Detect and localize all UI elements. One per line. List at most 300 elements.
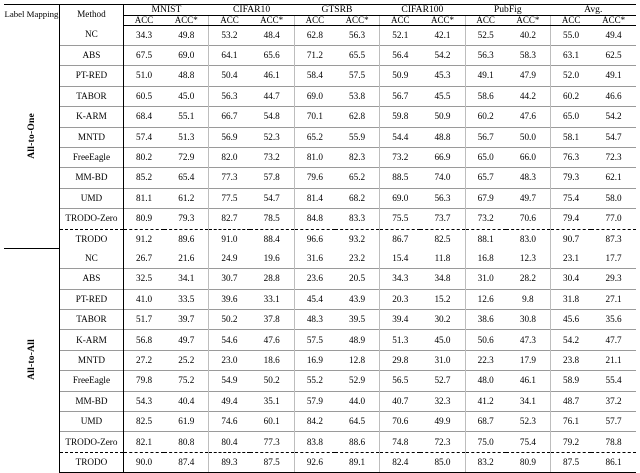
cell-value: 62.8: [306, 29, 323, 40]
cell-value: 25.2: [164, 350, 209, 370]
cell-value: 20.5: [335, 269, 380, 289]
cell-value: 44.2: [506, 86, 551, 106]
cell-value: 78.8: [591, 432, 636, 452]
cell-value: 72.9: [164, 147, 209, 167]
cell-value: 49.7: [506, 188, 551, 208]
cell-value: 82.1: [123, 432, 164, 452]
cell-value: 65.2: [335, 168, 380, 188]
cell-value: 79.8: [123, 371, 164, 391]
cell-value: 34.8: [420, 269, 465, 289]
row-method: TRODO: [59, 452, 123, 472]
cell-value: 69.0: [380, 188, 421, 208]
cell-value: 89.6: [164, 229, 209, 249]
cell-value: 11.8: [420, 249, 465, 269]
cell-value: 16.9: [294, 350, 335, 370]
cell-value: 28.2: [506, 269, 551, 289]
cell-value: 92.6: [294, 452, 335, 472]
cell-value: 57.9: [294, 391, 335, 411]
cell-value: 54.6: [209, 330, 250, 350]
cell-value: 50.4: [209, 66, 250, 86]
cell-value: 79.2: [551, 432, 592, 452]
header-dataset-cifar100: CIFAR100: [380, 5, 465, 16]
header-method: [59, 5, 123, 26]
cell-value: 62.1: [591, 168, 636, 188]
row-method: FreeEagle: [59, 371, 123, 391]
cell-value: 30.7: [209, 269, 250, 289]
cell-value: 59.8: [380, 107, 421, 127]
cell-value: 73.2: [465, 209, 506, 229]
cell-value: 52.3: [250, 127, 295, 147]
table-row: [4, 412, 636, 432]
table-row: [4, 127, 636, 147]
cell-value: 62.8: [335, 107, 380, 127]
cell-value: 48.8: [164, 66, 209, 86]
cell-value: 58.1: [551, 127, 592, 147]
cell-value: 49.8: [164, 25, 209, 45]
cell-value: 65.7: [465, 168, 506, 188]
cell-value: 88.1: [465, 229, 506, 249]
cell-value: 86.1: [591, 452, 636, 472]
row-method: NC: [59, 25, 123, 45]
cell-value: 65.0: [551, 107, 592, 127]
cell-value: 91.2: [123, 229, 164, 249]
cell-value: 57.8: [250, 168, 295, 188]
cell-value: 87.5: [551, 452, 592, 472]
cell-value: 87.3: [591, 229, 636, 249]
cell-value: 83.8: [294, 432, 335, 452]
cell-value: 45.4: [294, 289, 335, 309]
cell-value: 41.2: [465, 391, 506, 411]
row-method: TRODO-Zero: [59, 432, 123, 452]
cell-value: 23.1: [563, 252, 580, 263]
cell-value: 49.1: [591, 66, 636, 86]
cell-value: 64.1: [209, 45, 250, 65]
row-method: ABS: [59, 45, 123, 65]
table-row: [4, 107, 636, 127]
cell-value: 58.3: [506, 45, 551, 65]
cell-value: 55.2: [294, 371, 335, 391]
cell-value: 44.0: [335, 391, 380, 411]
cell-value: 65.2: [294, 127, 335, 147]
cell-value: 75.5: [380, 209, 421, 229]
cell-value: 48.7: [551, 391, 592, 411]
cell-value: 45.3: [420, 66, 465, 86]
header-metric-accstar-cifar10: ACC*: [250, 15, 295, 25]
header-method-text: Method: [77, 9, 106, 20]
table-row: [4, 452, 636, 472]
cell-value: 77.5: [209, 188, 250, 208]
cell-value: 82.4: [380, 452, 421, 472]
cell-value: 58.6: [465, 86, 506, 106]
cell-value: 19.6: [250, 249, 295, 269]
cell-value: 45.6: [551, 310, 592, 330]
cell-value: 54.7: [591, 127, 636, 147]
cell-value: 30.8: [506, 310, 551, 330]
cell-value: 47.6: [506, 107, 551, 127]
row-method: MNTD: [59, 127, 123, 147]
cell-value: 55.0: [563, 29, 580, 40]
cell-value: 29.3: [591, 269, 636, 289]
cell-value: 56.3: [420, 188, 465, 208]
header-dataset-pubfig: PubFig: [465, 5, 550, 16]
cell-value: 39.4: [380, 310, 421, 330]
cell-value: 80.9: [506, 452, 551, 472]
cell-value: 37.2: [591, 391, 636, 411]
row-method: MM-BD: [59, 168, 123, 188]
header-metric-acc-mnist: ACC: [123, 15, 164, 25]
cell-value: 22.3: [465, 350, 506, 370]
cell-value: 60.2: [551, 86, 592, 106]
cell-value: 68.4: [123, 107, 164, 127]
cell-value: 54.7: [250, 188, 295, 208]
table-row: [4, 168, 636, 188]
cell-value: 74.8: [380, 432, 421, 452]
cell-value: 27.2: [123, 350, 164, 370]
cell-value: 17.7: [605, 252, 622, 263]
row-method: K-ARM: [59, 107, 123, 127]
cell-value: 56.7: [380, 86, 421, 106]
row-method: PT-RED: [59, 289, 123, 309]
cell-value: 33.5: [164, 289, 209, 309]
table-row: [4, 391, 636, 411]
cell-value: 53.2: [221, 29, 238, 40]
cell-value: 53.8: [335, 86, 380, 106]
header-metric-acc-avg: ACC: [551, 15, 592, 25]
cell-value: 48.4: [250, 25, 295, 45]
group-label-text: All-to-One: [25, 112, 37, 159]
cell-value: 90.0: [123, 452, 164, 472]
cell-value: 34.1: [506, 391, 551, 411]
cell-value: 70.6: [506, 209, 551, 229]
cell-value: 48.8: [420, 127, 465, 147]
cell-value: 30.4: [551, 269, 592, 289]
cell-value: 48.3: [294, 310, 335, 330]
cell-value: 87.4: [164, 452, 209, 472]
cell-value: 74.6: [209, 412, 250, 432]
row-method: TRODO: [59, 229, 123, 249]
cell-value: 48.9: [335, 330, 380, 350]
cell-value: 39.6: [209, 289, 250, 309]
cell-value: 40.7: [380, 391, 421, 411]
cell-value: 54.8: [250, 107, 295, 127]
table-row: [4, 350, 636, 370]
cell-value: 67.9: [465, 188, 506, 208]
header-metric-acc-gtsrb: ACC: [294, 15, 335, 25]
cell-value: 50.9: [380, 66, 421, 86]
cell-value: 78.5: [250, 209, 295, 229]
cell-value: 23.2: [335, 249, 380, 269]
cell-value: 47.6: [250, 330, 295, 350]
cell-value: 81.0: [294, 147, 335, 167]
table-row: [4, 209, 636, 229]
group-label-all-to-one: [4, 25, 59, 249]
cell-value: 47.7: [591, 330, 636, 350]
cell-value: 43.9: [335, 289, 380, 309]
cell-value: 37.8: [250, 310, 295, 330]
cell-value: 83.0: [506, 229, 551, 249]
corner-header-text: Label Mapping: [4, 9, 59, 20]
cell-value: 50.6: [465, 330, 506, 350]
cell-value: 82.5: [123, 412, 164, 432]
cell-value: 49.7: [164, 330, 209, 350]
cell-value: 58.0: [591, 188, 636, 208]
cell-value: 55.1: [164, 107, 209, 127]
header-dataset-cifar10: CIFAR10: [209, 5, 294, 16]
row-method: MM-BD: [59, 391, 123, 411]
cell-value: 74.0: [420, 168, 465, 188]
cell-value: 65.0: [465, 147, 506, 167]
cell-value: 56.8: [123, 330, 164, 350]
cell-value: 77.3: [250, 432, 295, 452]
cell-value: 66.9: [420, 147, 465, 167]
cell-value: 88.5: [380, 168, 421, 188]
cell-value: 52.9: [335, 371, 380, 391]
cell-value: 38.6: [465, 310, 506, 330]
cell-value: 61.9: [164, 412, 209, 432]
cell-value: 93.2: [335, 229, 380, 249]
header-metric-accstar-pubfig: ACC*: [506, 15, 551, 25]
cell-value: 79.4: [551, 209, 592, 229]
cell-value: 56.3: [335, 25, 380, 45]
cell-value: 23.8: [551, 350, 592, 370]
cell-value: 75.4: [506, 432, 551, 452]
cell-value: 21.6: [164, 249, 209, 269]
cell-value: 63.1: [551, 45, 592, 65]
cell-value: 89.1: [335, 452, 380, 472]
cell-value: 48.3: [506, 168, 551, 188]
table-row: [4, 229, 636, 249]
cell-value: 18.6: [250, 350, 295, 370]
cell-value: 54.3: [123, 391, 164, 411]
table-row: [4, 25, 636, 45]
cell-value: 52.5: [477, 29, 494, 40]
table-row: [4, 66, 636, 86]
cell-value: 64.5: [335, 412, 380, 432]
cell-value: 60.2: [465, 107, 506, 127]
cell-value: 84.2: [294, 412, 335, 432]
header-metric-acc-cifar100: ACC: [380, 15, 421, 25]
cell-value: 73.7: [420, 209, 465, 229]
table-row: [4, 147, 636, 167]
cell-value: 41.0: [123, 289, 164, 309]
row-method: PT-RED: [59, 66, 123, 86]
cell-value: 75.2: [164, 371, 209, 391]
cell-value: 27.1: [591, 289, 636, 309]
cell-value: 60.1: [250, 412, 295, 432]
cell-value: 56.5: [380, 371, 421, 391]
row-method: ABS: [59, 269, 123, 289]
table-row: [4, 269, 636, 289]
cell-value: 70.1: [294, 107, 335, 127]
header-dataset-mnist: MNIST: [123, 5, 208, 16]
cell-value: 55.4: [591, 371, 636, 391]
cell-value: 26.7: [136, 252, 153, 263]
cell-value: 52.0: [551, 66, 592, 86]
cell-value: 75.0: [465, 432, 506, 452]
cell-value: 24.9: [221, 252, 238, 263]
cell-value: 65.6: [250, 45, 295, 65]
cell-value: 85.0: [420, 452, 465, 472]
cell-value: 21.1: [591, 350, 636, 370]
cell-value: 12.6: [465, 289, 506, 309]
cell-value: 50.2: [209, 310, 250, 330]
cell-value: 80.8: [164, 432, 209, 452]
cell-value: 71.2: [294, 45, 335, 65]
cell-value: 34.3: [136, 29, 153, 40]
group-label-text: All-to-All: [25, 339, 37, 381]
cell-value: 35.6: [591, 310, 636, 330]
cell-value: 65.5: [335, 45, 380, 65]
table-row: [4, 310, 636, 330]
header-metric-accstar-mnist: ACC*: [164, 15, 209, 25]
cell-value: 40.2: [506, 25, 551, 45]
cell-value: 68.7: [465, 412, 506, 432]
cell-value: 66.7: [209, 107, 250, 127]
table-row: [4, 432, 636, 452]
cell-value: 72.3: [591, 147, 636, 167]
cell-value: 58.9: [551, 371, 592, 391]
cell-value: 45.0: [164, 86, 209, 106]
cell-value: 39.7: [164, 310, 209, 330]
row-method: NC: [59, 249, 123, 269]
cell-value: 31.8: [551, 289, 592, 309]
row-method: K-ARM: [59, 330, 123, 350]
cell-value: 33.1: [250, 289, 295, 309]
cell-value: 56.9: [209, 127, 250, 147]
cell-value: 30.2: [420, 310, 465, 330]
cell-value: 58.4: [294, 66, 335, 86]
cell-value: 76.3: [551, 147, 592, 167]
cell-value: 75.4: [551, 188, 592, 208]
cell-value: 29.8: [380, 350, 421, 370]
cell-value: 62.5: [591, 45, 636, 65]
cell-value: 16.8: [477, 252, 494, 263]
header-metric-acc-pubfig: ACC: [465, 15, 506, 25]
cell-value: 66.0: [506, 147, 551, 167]
cell-value: 17.9: [506, 350, 551, 370]
header-dataset-gtsrb: GTSRB: [294, 5, 379, 16]
cell-value: 20.3: [380, 289, 421, 309]
cell-value: 23.6: [294, 269, 335, 289]
cell-value: 69.0: [294, 86, 335, 106]
cell-value: 50.0: [506, 127, 551, 147]
row-method: MNTD: [59, 350, 123, 370]
cell-value: 54.2: [420, 45, 465, 65]
cell-value: 77.0: [591, 209, 636, 229]
cell-value: 87.5: [250, 452, 295, 472]
cell-value: 12.8: [335, 350, 380, 370]
cell-value: 9.8: [506, 289, 551, 309]
cell-value: 40.4: [164, 391, 209, 411]
cell-value: 85.2: [123, 168, 164, 188]
cell-value: 60.5: [123, 86, 164, 106]
table-row: [4, 249, 636, 269]
table-row: [4, 371, 636, 391]
cell-value: 51.0: [123, 66, 164, 86]
cell-value: 57.4: [123, 127, 164, 147]
cell-value: 80.9: [123, 209, 164, 229]
cell-value: 50.9: [420, 107, 465, 127]
cell-value: 57.7: [591, 412, 636, 432]
table-row: [4, 289, 636, 309]
cell-value: 57.5: [294, 330, 335, 350]
cell-value: 79.3: [164, 209, 209, 229]
cell-value: 80.4: [209, 432, 250, 452]
cell-value: 96.6: [294, 229, 335, 249]
cell-value: 82.0: [209, 147, 250, 167]
cell-value: 49.4: [209, 391, 250, 411]
row-method: UMD: [59, 188, 123, 208]
cell-value: 89.3: [209, 452, 250, 472]
cell-value: 52.7: [420, 371, 465, 391]
cell-value: 83.3: [335, 209, 380, 229]
cell-value: 45.0: [420, 330, 465, 350]
cell-value: 54.4: [380, 127, 421, 147]
row-method: FreeEagle: [59, 147, 123, 167]
cell-value: 88.4: [250, 229, 295, 249]
cell-value: 49.4: [605, 29, 622, 40]
table-row: [4, 86, 636, 106]
cell-value: 91.0: [209, 229, 250, 249]
cell-value: 79.3: [551, 168, 592, 188]
cell-value: 82.3: [335, 147, 380, 167]
cell-value: 28.8: [250, 269, 295, 289]
row-method: TABOR: [59, 310, 123, 330]
cell-value: 35.1: [250, 391, 295, 411]
cell-value: 56.3: [465, 45, 506, 65]
cell-value: 44.7: [250, 86, 295, 106]
header-metric-accstar-cifar100: ACC*: [420, 15, 465, 25]
cell-value: 69.0: [164, 45, 209, 65]
cell-value: 50.2: [250, 371, 295, 391]
cell-value: 31.6: [306, 252, 323, 263]
cell-value: 56.4: [380, 45, 421, 65]
header-metric-accstar-avg: ACC*: [591, 15, 636, 25]
cell-value: 68.2: [335, 188, 380, 208]
cell-value: 47.9: [506, 66, 551, 86]
cell-value: 57.5: [335, 66, 380, 86]
results-table: [4, 4, 636, 473]
cell-value: 32.3: [420, 391, 465, 411]
cell-value: 55.9: [335, 127, 380, 147]
cell-value: 54.2: [591, 107, 636, 127]
cell-value: 31.0: [465, 269, 506, 289]
cell-value: 51.3: [164, 127, 209, 147]
cell-value: 47.3: [506, 330, 551, 350]
cell-value: 49.9: [420, 412, 465, 432]
cell-value: 52.1: [392, 29, 409, 40]
cell-value: 56.7: [465, 127, 506, 147]
cell-value: 56.3: [209, 86, 250, 106]
cell-value: 42.1: [420, 25, 465, 45]
cell-value: 52.3: [506, 412, 551, 432]
header-metric-acc-cifar10: ACC: [209, 15, 250, 25]
cell-value: 84.8: [294, 209, 335, 229]
cell-value: 51.3: [380, 330, 421, 350]
table-row: [4, 188, 636, 208]
cell-value: 79.6: [294, 168, 335, 188]
cell-value: 46.1: [250, 66, 295, 86]
row-method: UMD: [59, 412, 123, 432]
cell-value: 81.4: [294, 188, 335, 208]
cell-value: 12.3: [506, 249, 551, 269]
cell-value: 46.6: [591, 86, 636, 106]
table-header-row-datasets: [4, 5, 636, 16]
cell-value: 45.5: [420, 86, 465, 106]
group-label-all-to-all: [4, 249, 59, 473]
cell-value: 23.0: [209, 350, 250, 370]
header-dataset-avg: Avg.: [551, 5, 637, 16]
